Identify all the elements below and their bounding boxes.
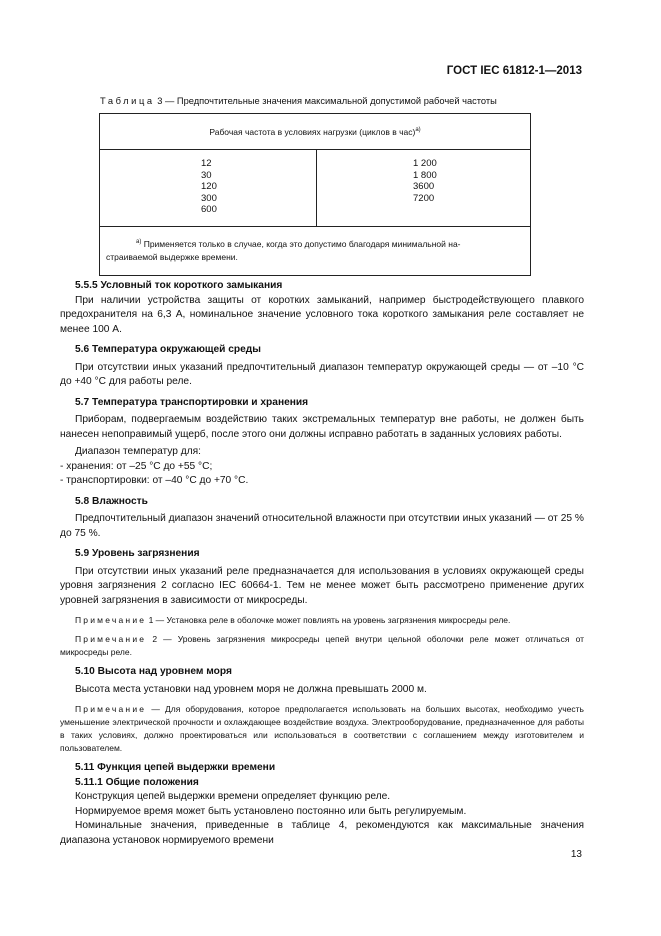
table-caption-word: Таблица <box>100 96 155 106</box>
table-value: 300 <box>201 192 217 204</box>
table-value: 3600 <box>413 181 435 193</box>
table-header-cell <box>100 114 531 150</box>
table-left-values <box>100 150 317 227</box>
table-value: 30 <box>201 169 212 181</box>
section-heading-5-9: 5.9 Уровень загрязнения <box>75 548 200 559</box>
table-footnote-line1: Применяется только в случае, когда это допустимо благодаря минимальной на- <box>143 238 461 249</box>
paragraph: При отсутствии иных указаний реле предназначается для использования в условиях окружающей среды уровня загрязнения 2 согласно IEC 60664-1. Тем не менее может быть рассмотрено применение других уровней загрязнения в зависимости от микросреды. <box>60 565 584 606</box>
paragraph: Высота места установки над уровнем моря не должна превышать 2000 м. <box>75 683 427 695</box>
note-text: 1 — Установка реле в оболочке может повлиять на уровень загрязнения микросреды реле. <box>148 615 511 625</box>
table-value: 7200 <box>413 192 435 204</box>
paragraph: Номинальные значения, приведенные в таблице 4, рекомендуются как максимальные значения диапазона установок нормируемого времени <box>60 820 584 846</box>
standard-designation: ГОСТ IEC 61812-1—2013 <box>446 65 582 77</box>
note-text: 2 — Уровень загрязнения микросреды цепей внутри цельной оболочки реле может отличаться от микросреды реле. <box>60 634 584 657</box>
table-header-footnote-mark: а) <box>415 126 421 133</box>
document-body <box>60 279 584 848</box>
table-footnote-mark: а) <box>136 239 142 246</box>
note-label: Примечание <box>75 634 147 644</box>
paragraph: При наличии устройства защиты от коротких замыканий, например быстродействующего плавкого предохранителя на 6,3 А, номинальное значение условного тока короткого замыкания реле составляет не менее 100 А. <box>60 294 584 335</box>
paragraph: Диапазон температур для: <box>75 446 202 457</box>
table-caption-text: 3 — Предпочтительные значения максимальной допустимой рабочей частоты <box>157 96 497 106</box>
paragraph: Предпочтительный диапазон значений относительной влажности при отсутствии иных указаний — от 25 % до 75 %. <box>60 513 584 539</box>
list-item: - транспортировки: от –40 °С до +70 °С. <box>60 475 249 486</box>
note-label: Примечание <box>75 704 147 714</box>
table-value: 120 <box>201 181 217 193</box>
page-number: 13 <box>570 849 582 860</box>
table-header-text: Рабочая частота в условиях нагрузки (циклов в час) <box>209 126 416 137</box>
paragraph: Конструкция цепей выдержки времени определяет функцию реле. <box>75 791 391 802</box>
paragraph: Нормируемое время может быть установлено постоянно или быть регулируемым. <box>75 805 467 817</box>
paragraph: Приборам, подвергаемым воздействию таких экстремальных температур вне работы, не должен быть нанесен непоправимый ущерб, после этого они должны исправно работать в заданных условиях работы. <box>60 414 584 440</box>
section-heading-5-10: 5.10 Высота над уровнем моря <box>75 666 232 677</box>
note <box>60 703 584 755</box>
table-value: 1 800 <box>413 169 437 181</box>
section-heading-5-6: 5.6 Температура окружающей среды <box>75 344 261 355</box>
table-value: 600 <box>201 204 217 216</box>
note-label: Примечание <box>75 615 147 625</box>
table-caption <box>100 96 497 106</box>
table-footnote <box>100 227 531 276</box>
note <box>60 633 584 659</box>
section-heading-5-7: 5.7 Температура транспортировки и хранения <box>75 396 309 408</box>
note <box>60 614 584 627</box>
list-item: - хранения: от –25 °С до +55 °С; <box>60 460 213 472</box>
section-heading-5-8: 5.8 Влажность <box>75 495 148 507</box>
frequency-table <box>99 113 531 276</box>
section-heading-5-11: 5.11 Функция цепей выдержки времени <box>75 762 276 773</box>
note-text: — Для оборудования, которое предполагается использовать на больших высотах, необходимо учесть уменьшение электрической прочности и охлаждающее воздействие воздуха. Электрооборудование, предназначенное для работы в таких условиях, должно проектироваться или использоваться в соответствии с соглашением между изготовителем и пользователем. <box>60 704 584 753</box>
table-right-values <box>317 150 531 227</box>
table-value: 12 <box>201 158 212 169</box>
section-heading-5-5-5: 5.5.5 Условный ток короткого замыкания <box>75 280 283 291</box>
section-heading-5-11-1: 5.11.1 Общие положения <box>75 776 199 788</box>
table-value: 1 200 <box>413 158 437 169</box>
paragraph: При отсутствии иных указаний предпочтительный диапазон температур окружающей среды — от –10 °С до +40 °С для работы реле. <box>60 361 584 387</box>
table-footnote-line2: страиваемой выдержке времени. <box>106 251 238 262</box>
